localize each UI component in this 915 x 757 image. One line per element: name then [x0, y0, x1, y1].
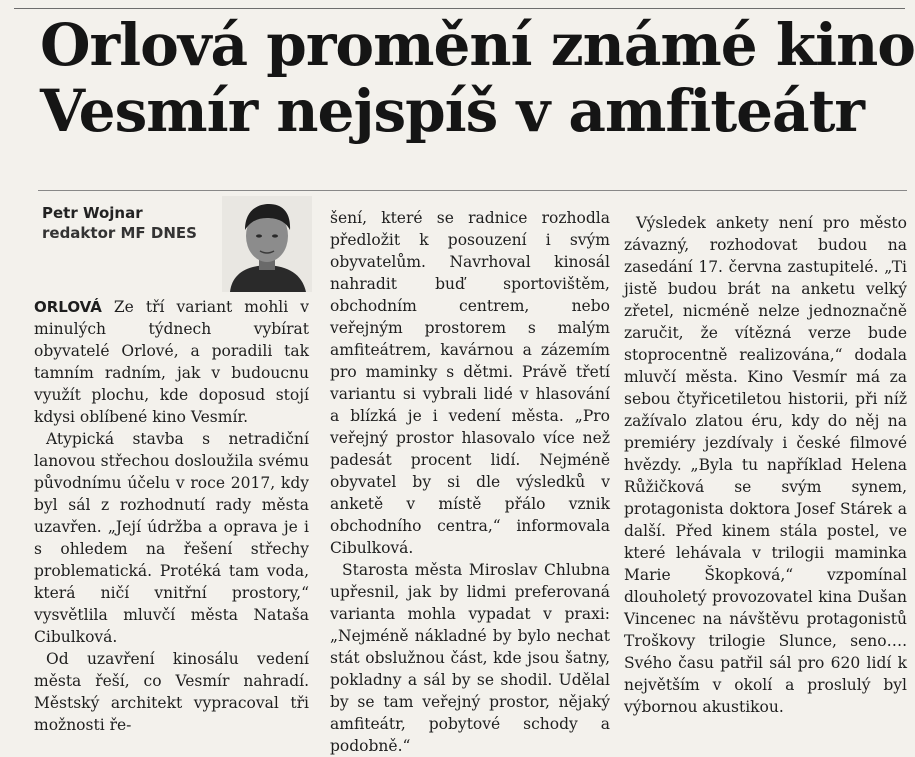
- paragraph: Atypická stavba s netradiční lanovou střechou dosloužila svému původnímu účelu v roce 2017, kdy byl sál z rozhodnutí rady města uzavřen. „Její údržba a oprava je i s ohledem na řešení střechy problematická. Protéká tam voda, která ničí vnitřní prostory,“ vysvětlila mluvčí města Nataša Cibulková.: [34, 430, 309, 646]
- column-1: [34, 296, 309, 736]
- author-portrait-image: [222, 196, 312, 292]
- headline: [40, 11, 915, 145]
- paragraph: Od uzavření kinosálu vedení města řeší, co Vesmír nahradí. Městský architekt vypracoval tři možnosti ře-: [34, 650, 309, 734]
- paragraph: Starosta města Miroslav Chlubna upřesnil, jak by lidmi preferovaná varianta mohla vypadat v praxi: „Nejméně nákladné by bylo nechat stát obslužnou část, kde jsou šatny, pokladny a sál by se shodil. Udělal by se tam veřejný prostor, nějaký amfiteátr, pobytové schody a podobně.“: [330, 561, 610, 755]
- headline-line-1: Orlová promění známé kino: [40, 11, 915, 79]
- author-role: redaktor MF DNES: [42, 224, 197, 242]
- column-3: [624, 212, 907, 718]
- paragraph: Výsledek ankety není pro město závazný, rozhodovat budou na zasedání 17. června zastupitelé. „Ti jistě budou brát na anketu velký zřetel, nicméně nelze jednoznačně zaručit, že vítězná verze bude stoprocentně realizována,“ dodala mluvčí města. Kino Vesmír má za sebou čtyřicetiletou historii, při níž zažívalo zlatou éru, kdy do něj na premiéry jezdívaly i české filmové hvězdy. „Byla tu například Helena Růžičková se svým synem, protagonista doktora Josef Stárek a další. Před kinem stála postel, ve které lehávala v trilogii maminka Marie Škopková,“ vzpomínal dlouholetý provozovatel kina Dušan Vincenec na návštěvu protagonistů Troškovy trilogie Slunce, seno…. Svého času patřil sál pro 620 lidí k největším v okolí a proslulý byl výbornou akustikou.: [624, 214, 907, 716]
- author-photo: [222, 196, 312, 292]
- column-2: [330, 207, 610, 757]
- paragraph: šení, které se radnice rozhodla předložit k posouzení i svým obyvatelům. Navrhoval kinosál nahradit buď sportovištěm, obchodním centrem, nebo veřejným prostorem s malým amfiteátrem, kavárnou a zázemím pro maminky s dětmi. Právě třetí variantu si vybrali lidé v hlasování a blízká je i vedení města. „Pro veřejný prostor hlasovalo více než padesát procent lidí. Nejméně obyvatel by si dle výsledků v anketě v místě přálo vznik obchodního centra,“ informovala Cibulková.: [330, 209, 610, 557]
- headline-line-2: Vesmír nejspíš v amfiteátr: [40, 77, 864, 145]
- dateline: ORLOVÁ: [34, 298, 102, 316]
- byline: [42, 203, 197, 243]
- paragraph: ORLOVÁ Ze tří variant mohli v minulých týdnech vybírat obyvatelé Orlové, a poradili tak tamním radním, jak v budoucnu využít plochu, kde doposud stojí kdysi oblíbené kino Vesmír.: [34, 298, 309, 426]
- author-name: Petr Wojnar: [42, 204, 143, 222]
- byline-rule: [38, 190, 907, 191]
- top-rule: [14, 8, 905, 9]
